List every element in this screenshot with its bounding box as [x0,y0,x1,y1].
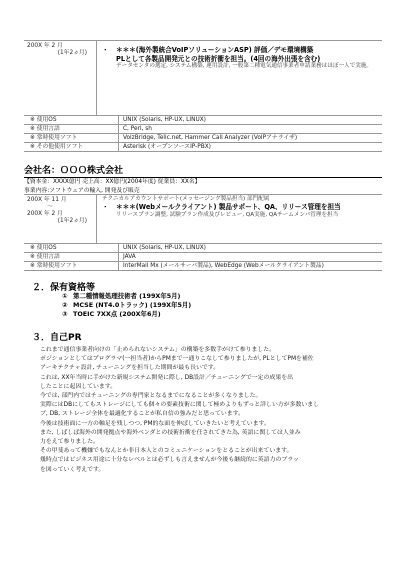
role-text: テクニカルアカウントサポート(メッセージング製品担当) 部門配属 [102,196,270,202]
pr-line: アーキテクチャ設計, チューニングを担当した期間が最も長いです。 [40,365,220,372]
pr-line: これは, XX年当時に手がけた新規システム開発に際し, DB設計／チューニングで一定の成果を出 [40,374,293,381]
pr-line: 力をえて参りました。 [40,439,99,446]
env-row: ※ 使用言語 JAVA [24,253,382,262]
project-title [102,46,377,55]
env-row: ※ 使用OS UNIX (Solaris, HP-UX, LINUX) [24,244,382,253]
project-title [102,203,377,212]
pr-line: 今後は技術面に一方の軸足を残しつつ, PM的な面を伸ばしていきたいと考えています。 [40,420,270,427]
bullet-mark: ＊＊＊ [116,46,136,54]
self-pr-heading: ３．自己PR [32,333,82,343]
period-cell [24,195,97,243]
project-description: データセンタの選定, システム構築, 運用設計, 一般第二種電気通信事業者申請業務はほぼ一人で実施。 [116,63,373,69]
pr-line: 今では, 部門内ではチューニングの専門家となるまでになることが多くなりました。 [40,393,262,400]
qualifications-list [62,292,191,319]
qualification-item: ② MCSE (NT4.0トラック) (199X年5月) [62,301,192,309]
bullet-icon: ・ [102,203,109,211]
period-start: 200X 年 11 月 [27,197,67,203]
career-entry-2 [24,194,382,271]
env-row: ※ 常時使用ソフト InterMail Mx (メールサーバ製品), WebEdge (Webメールクライアント製品) [24,262,382,271]
pr-line: 幾時点ではビジネス用途に十分なレベルとは必ずしも言えませんが今後も継続的に英語力のブラッ [40,457,299,464]
env-row: ※ その他使用ソフト Asterisk (オープンソースIP-PBX) [24,143,382,152]
pr-line: したことに起因しています。 [40,383,117,390]
company-name: 会社名：ＯＯＯ株式会社 [24,163,382,178]
env-row: ※ 使用OS UNIX (Solaris, HP-UX, LINUX) [24,116,382,125]
detail-cell [97,195,382,243]
career-entry-1 [24,40,382,152]
period-start: 200X 年 2 月 [27,43,63,49]
pr-line: を図っていく考えです。 [40,466,105,473]
qualification-item: ① 第二種情報処理技術者 (199X年5月) [62,292,181,300]
self-pr-body [34,346,384,475]
detail-cell [97,41,382,115]
env-row: ※ 使用言語 C, Perl, sh [24,125,382,134]
pr-line: ポジションとしてはプログラマ(一担当者)からPMまで一通りこなして参りましたが, PLとしてPMを補佐 [40,356,314,363]
period-end: 200X 年 2 月 [27,211,63,217]
period-duration: (1年2ヵ月) [57,218,87,224]
company-header [24,163,382,195]
period-cell [24,41,97,115]
period-duration: (1年2ヵ月) [57,50,87,56]
env-row: ※ 常時使用ソフト VoizBridge, Telic.net, Hammer Call Analyzer (VoIPアナライザ) [24,134,382,143]
environment-list [24,116,382,152]
pr-line: 実際にはDBにしてもストレージにしても個々の要素技術に関して極めよりもずっと詳しい方が多数いまし [40,402,320,409]
career-entry-2-main [24,194,382,244]
project-title-text: (Webメールクライアント) 製品サポート、QA、リリース管理を担当 [135,203,341,211]
project-description: リリースプラン調整, 試験プラン作成及びレビュー, QA実施, QAチームメンバ管理を担当 [116,211,339,218]
bullet-mark: ＊＊＊ [116,203,136,211]
company-capital: 【資本金：XXXX億円 売上高：XX億円(2004年度) 従業員：XX名】 [24,179,201,185]
environment-list [24,244,382,271]
qualifications-heading: ２．保有資格等 [32,283,96,293]
company-business: 事業内容:ソフトウェアの輸入, 開発及び販売 [24,187,140,194]
qualification-item: ③ TOEIC 7XX点 (200X年6月) [62,310,161,318]
project-title-line1: (海外製統合VoIPソリューションASP) 評価／デモ環境構築 [135,46,314,54]
pr-line: これまで通信事業者向けの「止められないシステム」の構築を多数手がけて参りました。 [40,347,276,353]
pr-line: また, しばしば海外の開発拠点や海外ベンダとの技術折衝を任されてきた為, 英語に関しては人並み [40,429,301,436]
period-separator: ～ [47,204,53,210]
bullet-icon: ・ [102,46,109,54]
career-entry-1-main [24,40,382,116]
pr-line: ブ, DB, ストレージ全体を最適化することが私自信の強みだと思っています。 [40,411,244,418]
pr-line: その甲斐あって機嫌でもなんとか非日本人とのコミュニケーションをとることが出来ています。 [40,448,293,455]
project-title-line2: PLとして各製品開発元との技術折衝を担当。(4回の海外出張を含む) [116,54,321,63]
